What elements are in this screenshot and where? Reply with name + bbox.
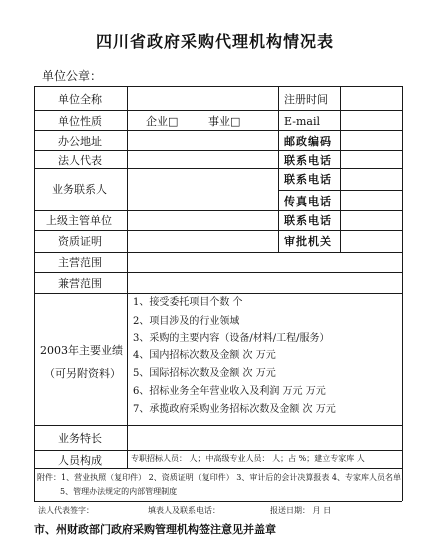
attachments-line-1: 附件：1、营业执照（复印件） 2、资质证明（复印件） 3、审计后的会计决算报表 4、专家库人员名单: [37, 473, 401, 482]
list-item: 7、承揽政府采购业务招标次数及金额 次 万元: [133, 404, 336, 415]
unit-seal-label: 单位公章：: [42, 69, 103, 83]
list-item: 2、项目涉及的行业领域: [133, 316, 240, 327]
superior-unit-label: 上级主管单位: [46, 214, 112, 227]
submit-date-label: 报送日期： 月 日: [270, 506, 332, 515]
phone-label-3: 联系电话: [284, 214, 332, 227]
postcode-label: 邮政编码: [284, 135, 332, 148]
list-item: 4、国内招标次数及金额 次 万元: [133, 350, 276, 361]
performance-label: 2003年主要业绩: [40, 344, 123, 357]
reg-time-label: 注册时间: [284, 93, 328, 106]
fax-label: 传真电话: [284, 195, 332, 208]
qualification-label: 资质证明: [58, 235, 102, 248]
list-item: 1、接受委托项目个数 个: [133, 297, 243, 308]
side-scope-label: 兼营范围: [58, 277, 102, 290]
page-title: 四川省政府采购代理机构情况表: [95, 32, 334, 51]
attachments-line-2: 5、管理办法规定的内部管理制度: [60, 487, 178, 496]
performance-note: （可另附资料）: [44, 367, 121, 380]
legal-signature-label: 法人代表签字：: [38, 506, 94, 515]
list-item: 3、采购的主要内容（设备/材料/工程/服务）: [133, 333, 330, 344]
list-item: 5、国际招标次数及金额 次 万元: [133, 368, 276, 379]
footer-note: 市、州财政部门政府采购管理机构签注意见并盖章: [34, 523, 276, 536]
legal-rep-label: 法人代表: [58, 154, 102, 167]
phone-label-2: 联系电话: [284, 173, 332, 186]
list-item: 6、招标业务全年营业收入及利润 万元 万元: [133, 386, 326, 397]
specialty-label: 业务特长: [58, 432, 102, 445]
main-scope-label: 主营范围: [58, 256, 102, 269]
staff-content: 专职招标人员： 人；中高级专业人员： 人；占 %；建立专家库 人: [131, 454, 365, 463]
approval-label: 审批机关: [284, 235, 332, 248]
full-name-label: 单位全称: [58, 93, 102, 106]
office-address-label: 办公地址: [58, 135, 102, 148]
biz-contact-label: 业务联系人: [52, 183, 107, 196]
email-label: E-mail: [284, 115, 320, 128]
nature-label: 单位性质: [58, 115, 102, 128]
staff-label: 人员构成: [58, 454, 102, 467]
phone-label-1: 联系电话: [284, 154, 332, 167]
institution-checkbox[interactable]: 事业□: [208, 115, 241, 128]
enterprise-checkbox[interactable]: 企业□: [146, 115, 179, 128]
filler-contact-label: 填表人及联系电话：: [148, 506, 220, 515]
